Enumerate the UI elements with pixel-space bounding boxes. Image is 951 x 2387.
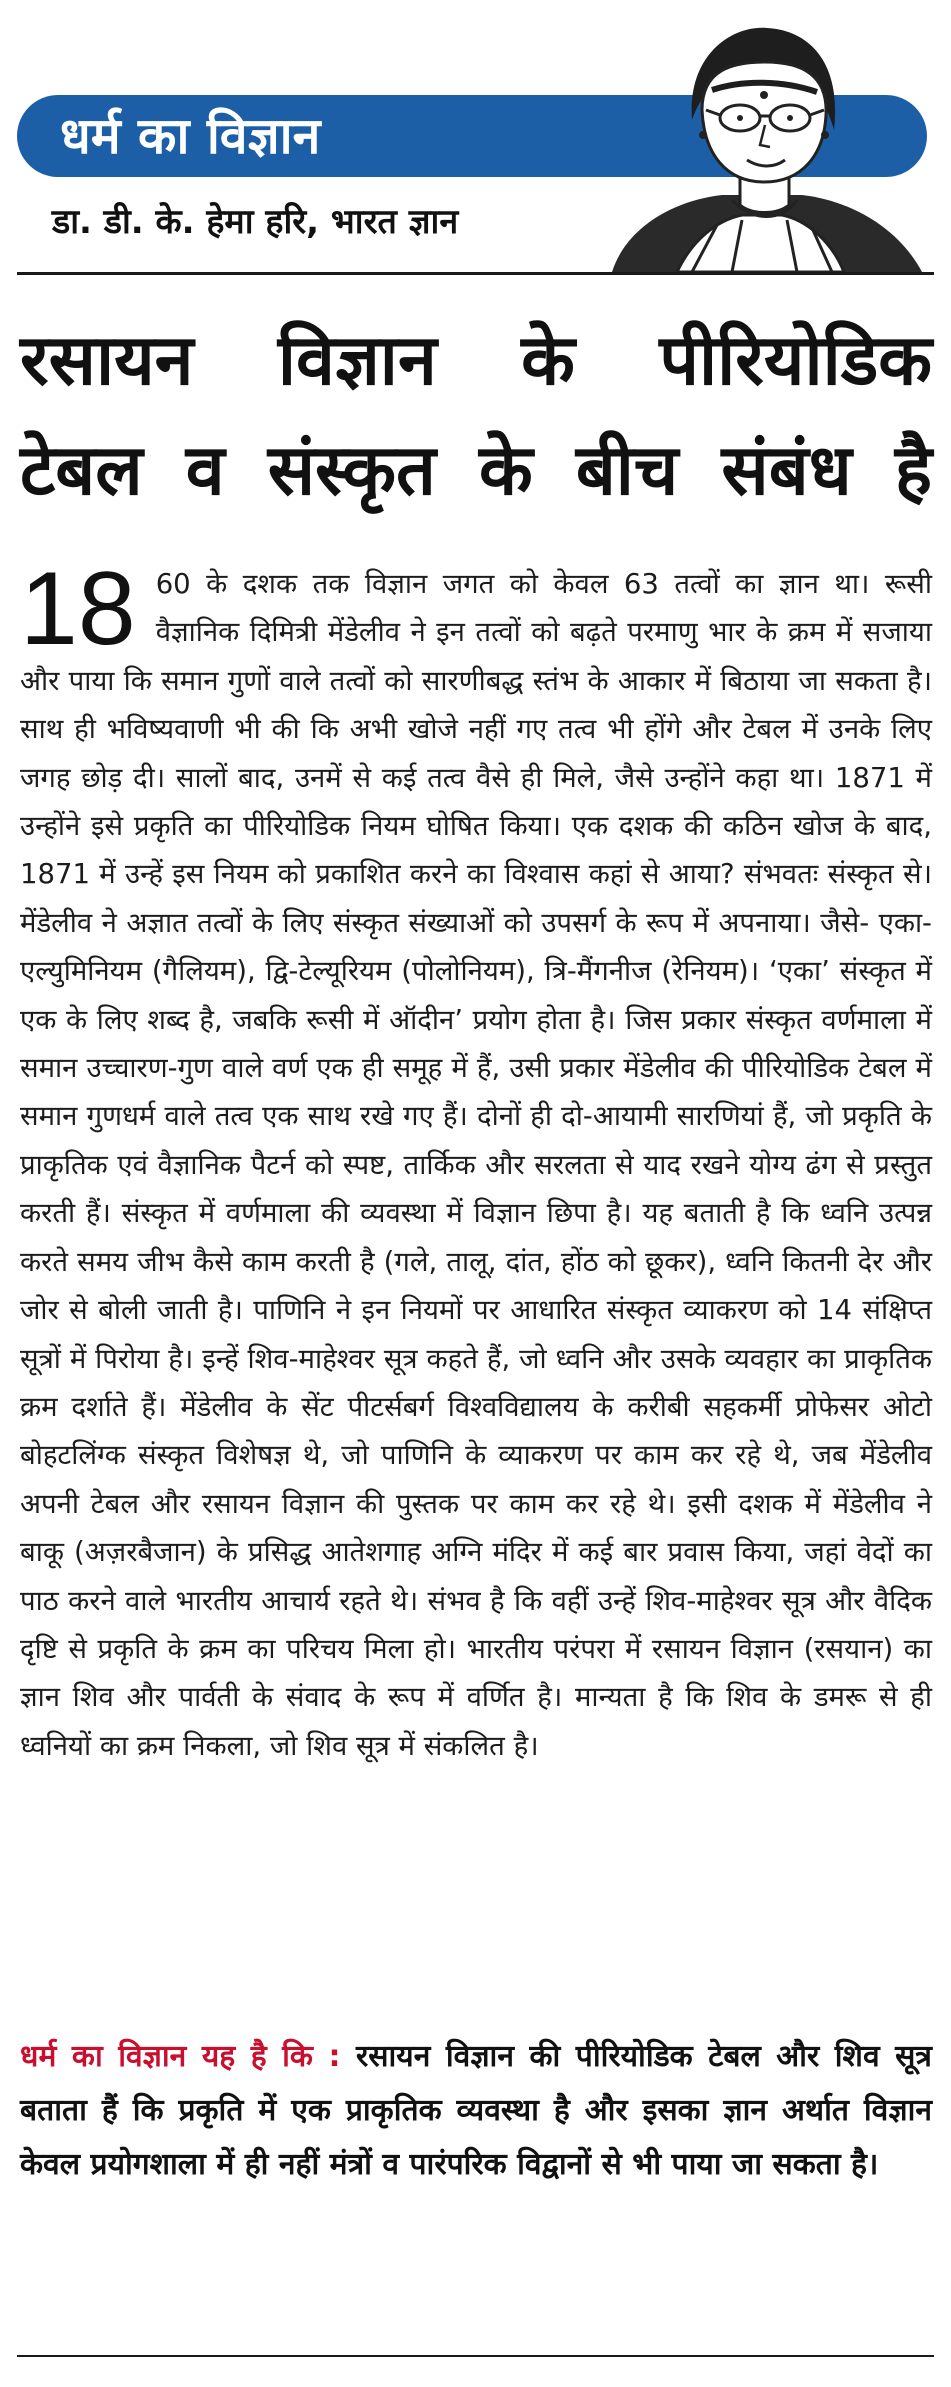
article-body [20, 551, 932, 1770]
header-divider [17, 272, 934, 275]
footer-divider [17, 2355, 934, 2357]
article-headline [20, 305, 932, 525]
headline-line-2: टेबल व संस्कृत के बीच संबंध है [20, 429, 932, 511]
conclusion-block [20, 2030, 932, 2192]
article-body-text: 60 के दशक तक विज्ञान जगत को केवल 63 तत्वों का ज्ञान था। रूसी वैज्ञानिक दिमित्री मेंडेलीव ने इन तत्वों को बढ़ते परमाणु भार के क्रम में सजाया और पाया कि समान गुणों वाले तत्वों को सारणीबद्ध स्तंभ के आकार में बिठाया जा सकता है। साथ ही भविष्यवाणी भी की कि अभी खोजे नहीं गए तत्व भी होंगे और टेबल में उनके लिए जगह छोड़ दी। सालों बाद, उनमें से कई तत्व वैसे ही मिले, जैसे उन्होंने कहा था। 1871 में उन्होंने इसे प्रकृति का पीरियोडिक नियम घोषित किया। एक दशक की कठिन खोज के बाद, 1871 में उन्हें इस नियम को प्रकाशित करने का विश्वास कहां से आया? संभवतः संस्कृत से। मेंडेलीव ने अज्ञात तत्वों के लिए संस्कृत संख्याओं को उपसर्ग के रूप में अपनाया। जैसे- एका-एल्युमिनियम (गैलियम), द्वि-टेल्यूरियम (पोलोनियम), त्रि-मैंगनीज (रेनियम)। ‘एका’ संस्कृत में एक के लिए शब्द है, जबकि रूसी में ऑदीन’ प्रयोग होता है। जिस प्रकार संस्कृत वर्णमाला में समान उच्चारण-गुण वाले वर्ण एक ही समूह में हैं, उसी प्रकार मेंडेलीव की पीरियोडिक टेबल में समान गुणधर्म वाले तत्व एक साथ रखे गए हैं। दोनों ही दो-आयामी सारणियां हैं, जो प्रकृति के प्राकृतिक एवं वैज्ञानिक पैटर्न को स्पष्ट, तार्किक और सरलता से याद रखने योग्य ढंग से प्रस्तुत करती हैं। संस्कृत में वर्णमाला की व्यवस्था में विज्ञान छिपा है। यह बताती है कि ध्वनि उत्पन्न करते समय जीभ कैसे काम करती है (गले, तालू, दांत, होंठ को छूकर), ध्वनि कितनी देर और जोर से बोली जाती है। पाणिनि ने इन नियमों पर आधारित संस्कृत व्याकरण को 14 संक्षिप्त सूत्रों में पिरोया है। इन्हें शिव-माहेश्वर सूत्र कहते हैं, जो ध्वनि और उसके व्यवहार का प्राकृतिक क्रम दर्शाते हैं। मेंडेलीव के सेंट पीटर्सबर्ग विश्वविद्यालय के करीबी सहकर्मी प्रोफेसर ओटो बोहटलिंग्क संस्कृत विशेषज्ञ थे, जो पाणिनि के व्याकरण पर काम कर रहे थे, जब मेंडेलीव अपनी टेबल और रसायन विज्ञान की पुस्तक पर काम कर रहे थे। इसी दशक में मेंडेलीव ने बाकू (अज़रबैजान) के प्रसिद्ध आतेशगाह अग्नि मंदिर में कई बार प्रवास किया, जहां वेदों का पाठ करने वाले भारतीय आचार्य रहते थे। संभव है कि वहीं उन्हें शिव-माहेश्वर सूत्र और वैदिक दृष्टि से प्रकृति के क्रम का परिचय मिला हो। भारतीय परंपरा में रसायन विज्ञान (रसयान) का ज्ञान शिव और पार्वती के संवाद के रूप में वर्णित है। मान्यता है कि शिव के डमरू से ही ध्वनियों का क्रम निकला, जो शिव सूत्र में संकलित है। [20, 568, 932, 1762]
drop-cap: 18 [20, 551, 136, 667]
conclusion-text: रसायन विज्ञान की पीरियोडिक टेबल और शिव सूत्र बताता हैं कि प्रकृति में एक प्राकृतिक व्यवस्था है और इसका ज्ञान अर्थात विज्ञान केवल प्रयोगशाला में ही नहीं मंत्रों व पारंपरिक विद्वानों से भी पाया जा सकता है। [20, 2039, 932, 2182]
conclusion-lead: धर्म का विज्ञान यह है कि : [20, 2039, 341, 2074]
column-header [0, 0, 951, 272]
author-portrait-illustration [582, 10, 942, 272]
headline-line-1: रसायन विज्ञान के पीरियोडिक [20, 319, 932, 401]
author-byline: डा. डी. के. हेमा हरि, भारत ज्ञान [52, 202, 459, 242]
column-title: धर्म का विज्ञान [60, 107, 321, 165]
